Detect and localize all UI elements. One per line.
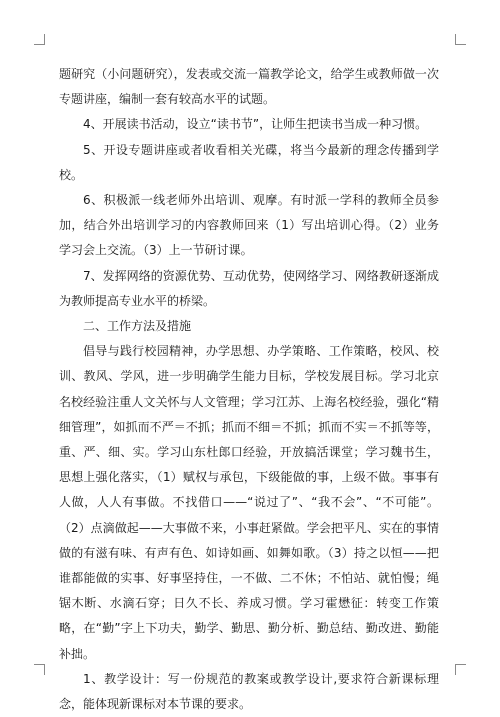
paragraph-continuation: 题研究（小问题研究），发表或交流一篇教学论文，给学生或教师做一次专题讲座，编制一套有较高水平的试题。 [59,67,439,107]
paragraph-item-5: 5、开设专题讲座或者收看相关光碟，将当今最新的理念传播到学校。 [59,142,439,182]
document-body [59,62,439,717]
crop-mark-bottom-right [455,664,466,675]
paragraph-teaching-design: 1、教学设计：写一份规范的教案或教学设计,要求符合新课标理念，能体现新课标对本节课的要求。 [59,671,439,712]
crop-mark-top-right [455,34,466,45]
crop-mark-bottom-left [34,664,45,675]
paragraph-methods: 倡导与践行校园精神，办学思想、办学策略、工作策略，校风、校训、教风、学风，进一步明确学生能力目标，学校发展目标。学习北京名校经验注重人文关怀与人文管理；学习江苏、上海名校经验，强化“精细管理”，如抓而不严＝不抓；抓而不细＝不抓；抓而不实＝不抓等等，重、严、细、实。学习山东杜郎口经验，开放搞活课堂；学习魏书生，思想上强化落实，（1）赋权与承包，下级能做的事，上级不做。事事有人做，人人有事做。不找借口——“说过了”、“我不会”、“不可能”。（2）点滴做起——大事做不来，小事赶紧做。学会把平凡、实在的事情做的有滋有味、有声有色、如诗如画、如舞如歌。（3）持之以恒——把谁都能做的实事、好事坚持住，一不做、二不休；不怕站、就怕慢；绳锯木断、水滴石穿；日久不长、养成习惯。学习霍懋征：转变工作策略，在“勤”字上下功夫，勤学、勤思、勤分析、勤总结、勤改进、勤能补拙。 [59,344,439,661]
paragraph-item-6: 6、积极派一线老师外出培训、观摩。有时派一学科的教师全员参加，结合外出培训学习的内容教师回来（1）写出培训心得。（2）业务学习会上交流。（3）上一节研讨课。 [59,193,439,258]
paragraph-item-7: 7、发挥网络的资源优势、互动优势，使网络学习、网络教研逐渐成为教师提高专业水平的桥梁。 [59,268,439,308]
paragraph-item-4: 4、开展读书活动，设立“读书节”，让师生把读书当成一种习惯。 [83,117,428,132]
crop-mark-top-left [34,34,45,45]
section-heading: 二、工作方法及措施 [83,319,192,334]
